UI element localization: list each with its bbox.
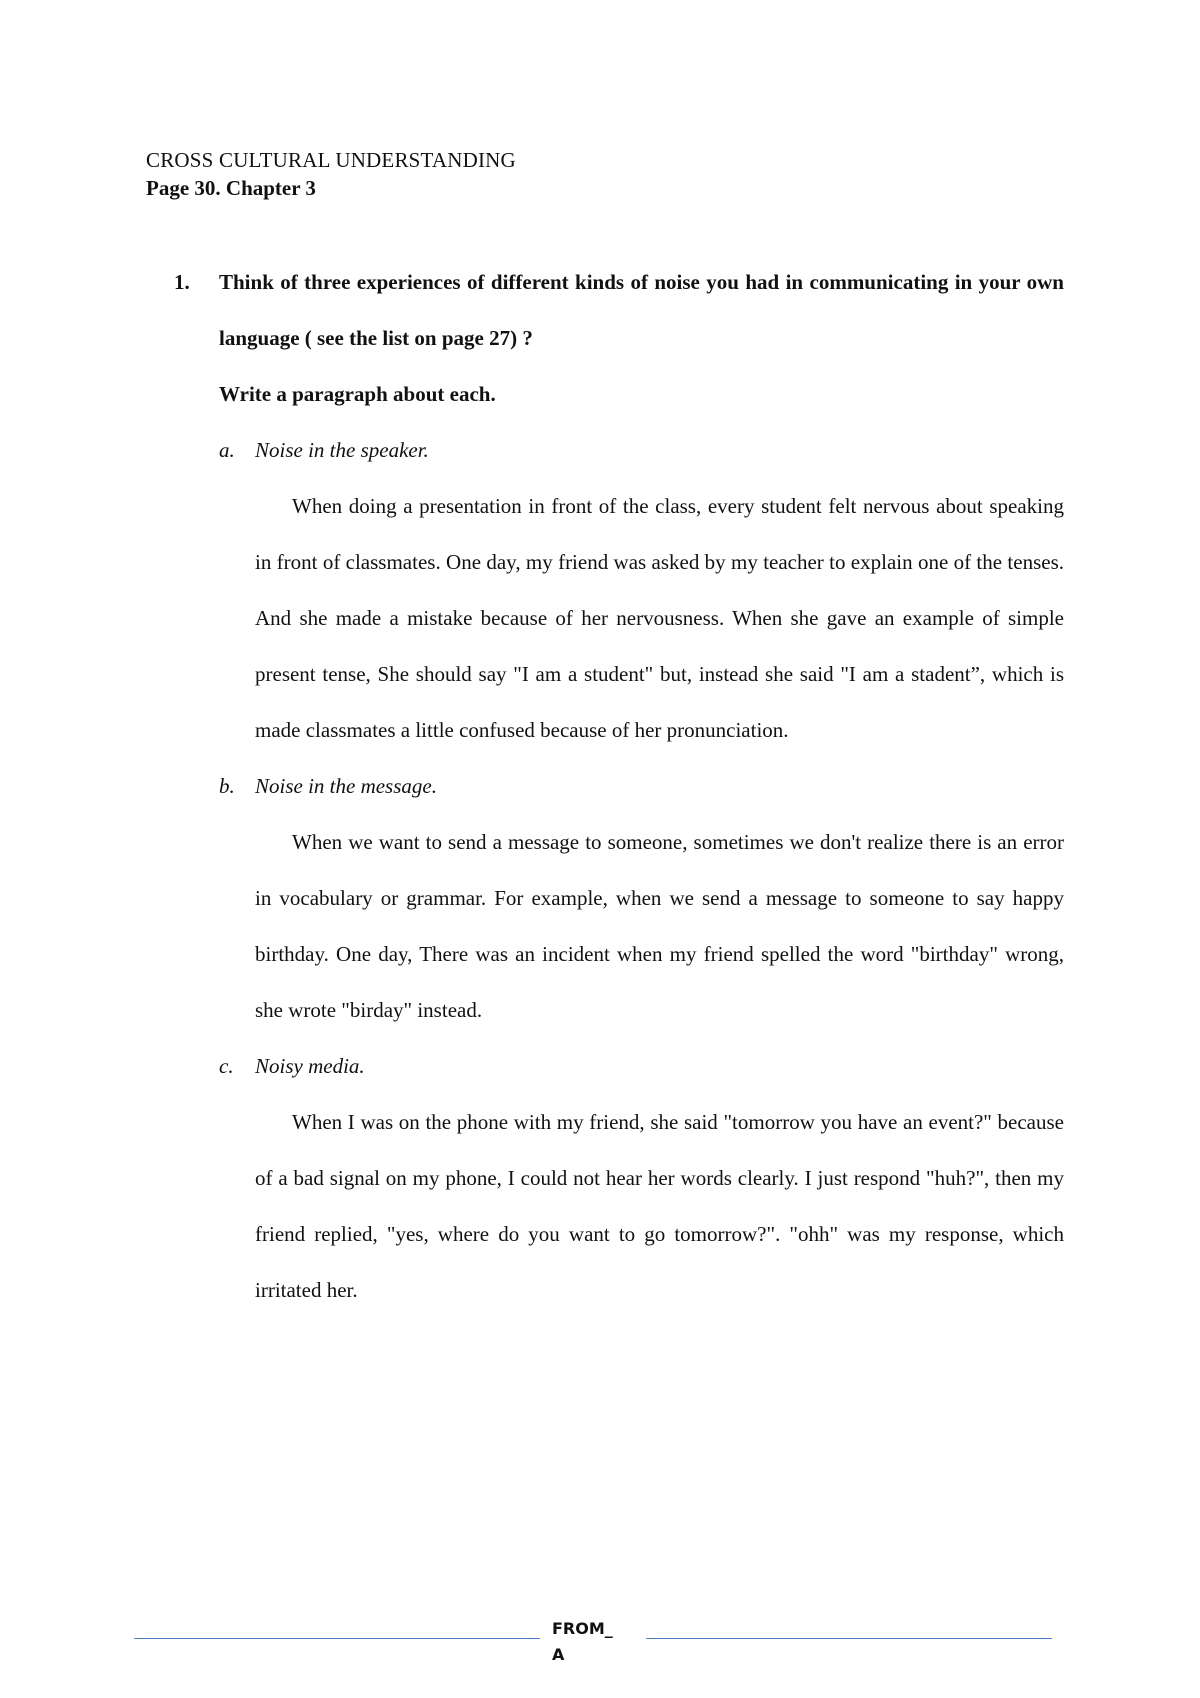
answer-item [219,422,1064,758]
answer-item-letter: b. [219,774,235,798]
question-instruction: Write a paragraph about each. [219,382,496,406]
answer-item-title: Noisy media. [255,1054,365,1078]
question-text: Think of three experiences of different kinds of noise you had in communicating in your own language ( see the list on page 27) ? [219,270,1064,350]
footer-rule-right [646,1638,1052,1639]
document-subtitle: Page 30. Chapter 3 [146,176,316,200]
answer-item-letter: c. [219,1054,234,1078]
answer-item-letter: a. [219,438,235,462]
page-footer [0,1600,1200,1670]
question-block [174,254,1064,1318]
answer-item-paragraph: When we want to send a message to someone, sometimes we don't realize there is an error in vocabulary or grammar. For example, when we send a message to someone to say happy birthday. One day, There was an incident when my friend spelled the word "birthday" wrong, she wrote "birday" instead. [255,830,1064,1022]
question-number: 1. [174,270,190,294]
answer-item [219,758,1064,1038]
answer-item-paragraph: When doing a presentation in front of the class, every student felt nervous about speaking in front of classmates. One day, my friend was asked by my teacher to explain one of the tenses. And she made a mistake because of her nervousness. When she gave an example of simple present tense, She should say "I am a student" but, instead she said "I am a stadent”, which is made classmates a little confused because of her pronunciation. [255,494,1064,742]
answer-item [219,1038,1064,1318]
answer-item-title: Noise in the message. [255,774,437,798]
footer-text [552,1616,613,1668]
answer-item-heading [219,422,1064,478]
answer-item-paragraph: When I was on the phone with my friend, she said "tomorrow you have an event?" because of a bad signal on my phone, I could not hear her words clearly. I just respond "huh?", then my friend replied, "yes, where do you want to go tomorrow?". "ohh" was my response, which irritated her. [255,1110,1064,1302]
footer-rule-left [134,1638,540,1639]
footer-line-2: A [552,1645,565,1664]
question-row [174,254,1064,366]
answer-item-heading [219,758,1064,814]
answer-item-title: Noise in the speaker. [255,438,429,462]
footer-line-1: FROM_ [552,1619,613,1638]
answer-item-heading [219,1038,1064,1094]
document-title: CROSS CULTURAL UNDERSTANDING [146,148,516,172]
document-header [146,146,516,202]
